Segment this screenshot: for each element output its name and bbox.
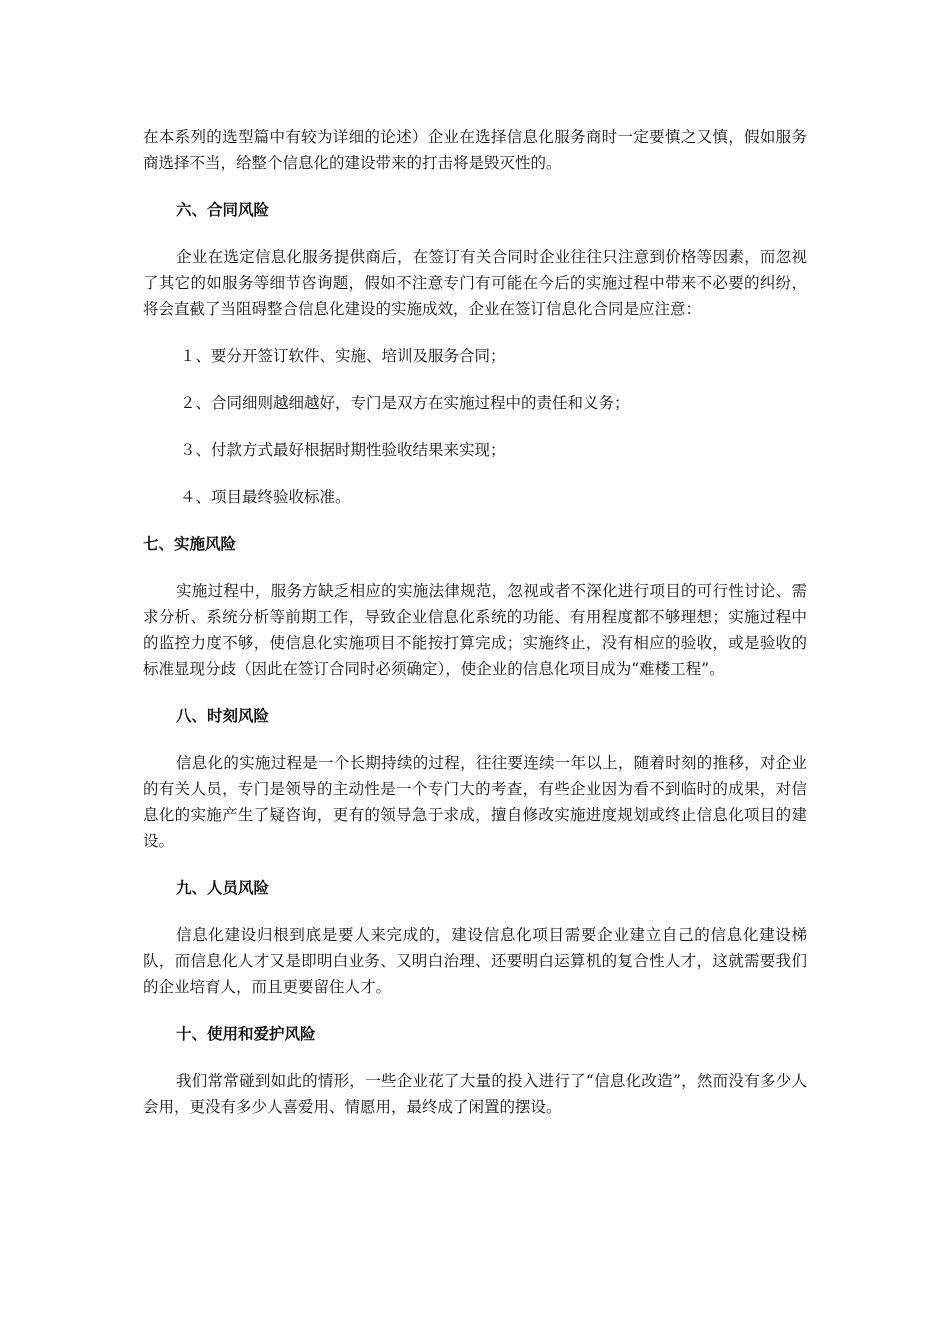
document-body <box>143 124 807 1120</box>
contract-list-item-4: ４、项目最终验收标准。 <box>180 488 351 506</box>
intro-paragraph: 在本系列的选型篇中有较为详细的论述）企业在选择信息化服务商时一定要慎之又慎，假如服务商选择不当，给整个信息化的建设带来的打击将是毁灭性的。 <box>143 128 807 172</box>
section-heading-personnel-risk: 九、人员风险 <box>176 879 270 897</box>
contract-list-item-3: ３、付款方式最好根据时期性验收结果来实现； <box>180 441 506 459</box>
section-paragraph-personnel-risk: 信息化建设归根到底是要人来完成的，建设信息化项目需要企业建立自己的信息化建设梯队，而信息化人才又是即明白业务、又明白治理、还要明白运算机的复合性人才，这就需要我们的企业培育人，而且更要留住人才。 <box>143 926 807 996</box>
section-heading-contract-risk: 六、合同风险 <box>176 201 270 219</box>
section-heading-implementation-risk: 七、实施风险 <box>143 535 237 553</box>
section-heading-usage-maintenance-risk: 十、使用和爱护风险 <box>176 1025 316 1043</box>
section-paragraph-time-risk: 信息化的实施过程是一个长期持续的过程，往往要连续一年以上，随着时刻的推移，对企业的有关人员，专门是领导的主动性是一个专门大的考查，有些企业因为看不到临时的成果，对信息化的实施产生了疑咨询，更有的领导急于求成，擅自修改实施进度规划或终止信息化项目的建设。 <box>143 754 807 850</box>
section-heading-time-risk: 八、时刻风险 <box>176 707 270 725</box>
section-paragraph-usage-maintenance-risk: 我们常常碰到如此的情形，一些企业花了大量的投入进行了“信息化改造”，然而没有多少人会用，更没有多少人喜爱用、情愿用，最终成了闲置的摆设。 <box>143 1072 807 1116</box>
section-paragraph-contract-risk: 企业在选定信息化服务提供商后，在签订有关合同时企业往往只注意到价格等因素，而忽视了其它的如服务等细节咨询题，假如不注意专门有可能在今后的实施过程中带来不必要的纠纷，将会直截了当阻碍整合信息化建设的实施成效，企业在签订信息化合同是应注意： <box>143 248 807 318</box>
contract-list-item-1: １、要分开签订软件、实施、培训及服务合同； <box>180 347 506 365</box>
section-paragraph-implementation-risk: 实施过程中，服务方缺乏相应的实施法律规范，忽视或者不深化进行项目的可行性讨论、需求分析、系统分析等前期工作，导致企业信息化系统的功能、有用程度都不够理想；实施过程中的监控力度不够，使信息化实施项目不能按打算完成；实施终止，没有相应的验收，或是验收的标准显现分歧（因此在签订合同时必须确定），使企业的信息化项目成为“难楼工程”。 <box>143 582 807 678</box>
contract-list-item-2: ２、合同细则越细越好，专门是双方在实施过程中的责任和义务； <box>180 394 630 412</box>
